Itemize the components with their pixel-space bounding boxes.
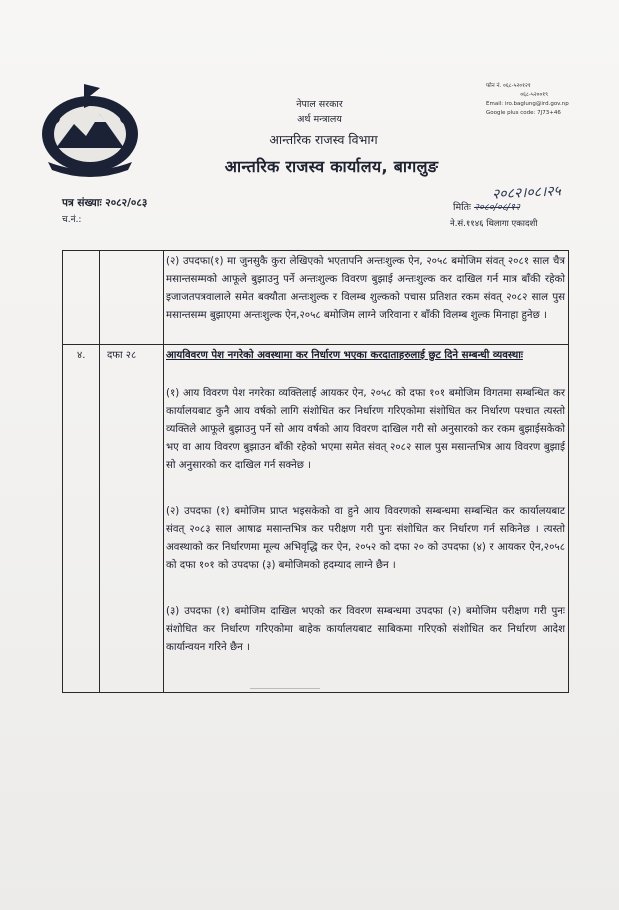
provisions-table: [62, 250, 569, 693]
subsection-3: (३) उपदफा (१) बमोजिम दाखिल भएको कर विवरण सम्बन्धमा उपदफा (२) बमोजिम परीक्षण गरी पुनः संशोधित कर निर्धारण गरिएकोमा बाहेक कार्यालयबाट साबिकमा गरिएको संशोधित कर निर्धारण आदेश कार्यान्वयन गरिने छैन ।: [166, 606, 565, 654]
phone-1: फोन नं. ०६८-५२०१२१: [486, 83, 531, 89]
email: Email: iro.baglung@ird.gov.np: [486, 101, 569, 107]
phone-2: ०६८-५२००१९: [520, 92, 548, 98]
date-label: मितिः: [453, 202, 471, 213]
crossed-date: २०८०/०८/१२: [473, 202, 520, 213]
table-column-divider: [99, 251, 100, 692]
subsection-1: (१) आय विवरण पेश नगरेका व्यक्तिलाई आयकर ऐन, २०५८ को दफा १०१ बमोजिम विगतमा सम्बन्धित कर कार्यालयबाट कुनै आय वर्षको लागि संशोधित कर निर्धारण गरिएकोमा संशोधित कर निर्धारण पश्चात त्यस्तो व्यक्तिले आफूले बुझाउनु पर्ने सो आय वर्षको आय विवरण दाखिल गरी सो अनुसारको कर रकम बुझाईसकेको भए वा आय विवरण बुझाउन बाँकी रहेको भएमा समेत संवत् २०८२ साल पुस मसान्तभित्र आय विवरण बुझाई सो अनुसारको कर दाखिल गर्न सक्नेछ ।: [166, 388, 565, 472]
date-line: [453, 200, 520, 213]
nepal-sambat-date: ने.सं.११४६ थिलागा एकादशी: [450, 219, 538, 229]
pen-mark: [250, 688, 320, 689]
ministry-name: अर्थ मन्त्रालय: [297, 114, 342, 125]
letter-number: पत्र संख्याः २०८२/०८३: [62, 197, 148, 209]
row-section: दफा २८: [107, 350, 137, 361]
table-row-divider: [63, 344, 568, 345]
subsection-2: (२) उपदफा (१) बमोजिम प्राप्त भइसकेको वा हुने आय विवरणको सम्बन्धमा सम्बन्धित कर कार्यालयबाट संवत् २०८३ साल आषाढ मसान्तभित्र कर परीक्षण गरी पुनः संशोधित कर निर्धारण गर्न सकिनेछ । त्यस्तो अवस्थाको कर निर्धारणमा मूल्य अभिवृद्धि कर ऐन, २०५२ को दफा २० को उपदफा (४) र आयकर ऐन,२०५८ को दफा १०१ को उपदफा (३) बमोजिमको हदम्याद लाग्ने छैन ।: [166, 506, 565, 572]
subsection-text: (२) उपदफा(१) मा जुनसुकै कुरा लेखिएको भएतापनि अन्तःशुल्क ऐन, २०५८ बमोजिम संवत् २०८१ साल चैत्र मसान्तसम्मको आफूले बुझाउनु पर्ने अन्तःशुल्क विवरण बुझाई अन्तःशुल्क कर दाखिल गर्न मात्र बाँकी रहेको इजाजतपत्रवालाले समेत बक्यौता अन्तःशुल्क र विलम्ब शुल्कको पचास प्रतिशत रकम संवत् २०८२ साल पुस मसान्तसम्म बुझाएमा अन्तःशुल्क ऐन,२०५८ बमोजिम लाग्ने जरिवाना र बाँकी विलम्ब शुल्क मिनाहा हुनेछ ।: [166, 256, 565, 322]
contact-block: [486, 82, 569, 118]
provision-heading: [166, 347, 565, 365]
google-plus-code: Google plus code: 7J73+46: [486, 110, 561, 116]
handwritten-date: २०८२।०८।२५: [491, 183, 562, 203]
table-column-divider: [163, 251, 164, 692]
provision-heading-text: आयविवरण पेश नगरेको अवस्थामा कर निर्धारण भएका करदाताहरुलाई छुट दिने सम्बन्धी व्यवस्थाः: [166, 350, 523, 361]
department-name: आन्तरिक राजस्व विभाग: [269, 132, 378, 147]
government-name: नेपाल सरकार: [296, 99, 343, 110]
dispatch-number: च.नं.:: [62, 215, 82, 225]
office-name: आन्तरिक राजस्व कार्यालय, बागलुङ: [224, 157, 439, 176]
row-serial-number: ४.: [77, 350, 86, 361]
